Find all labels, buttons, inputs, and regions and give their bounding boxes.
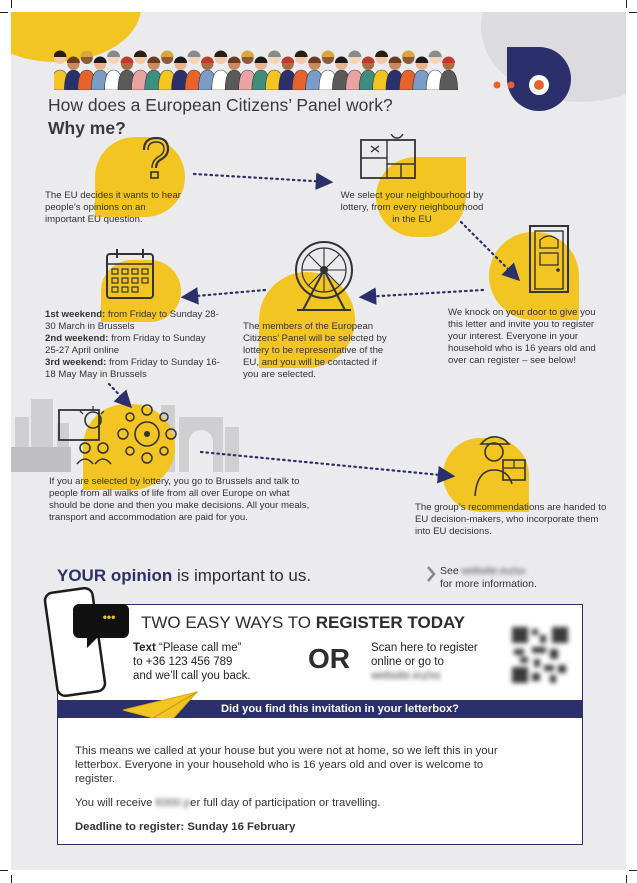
step-3-text: We knock on your door to give you this letter and invite you to register your interest. Everyone in your household who is 16 years old and over can register – see below! <box>448 307 596 366</box>
crop-mark <box>629 870 637 871</box>
page-title: How does a European Citizens’ Panel work? <box>48 95 393 115</box>
website-link[interactable]: website.eu/xx <box>461 565 526 577</box>
letterbox-paragraph: This means we called at your house but you were not at home, so we left this in your letterbox. Everyone in your household who is 16 years old and over is welcome to register. <box>75 745 498 785</box>
letterbox-heading: Did you find this invitation in your letterbox? <box>220 703 460 715</box>
register-url[interactable]: website.eu/xx <box>371 670 441 682</box>
step-4-text: The members of the European Citizens’ Panel will be selected by lottery to be representative of the EU, and you will be contacted if you are selected. <box>243 321 387 380</box>
register-title: TWO EASY WAYS TO REGISTER TODAY <box>141 613 466 632</box>
weekend-3: 3rd weekend: from Friday to Sunday 16-18 May May in Brussels <box>45 357 220 380</box>
flyer-page <box>11 12 626 870</box>
compensation-text: You will receive €000 per full day of participation or travelling. <box>75 797 381 809</box>
step-6-text: If you are selected by lottery, you go to Brussels and talk to people from all walks of life from all over Europe on what should be done and then you make decisions. All your meals, transport and accommodation are paid for you. <box>49 476 310 523</box>
opinion-statement: YOUR opinion is important to us. <box>57 566 312 585</box>
step-1-text: The EU decides it wants to hear people’s opinions on an important EU question. <box>45 190 181 225</box>
online-instructions: Scan here to register online or go to website.eu/xx <box>371 642 478 682</box>
crop-mark <box>626 875 627 883</box>
crop-mark <box>11 0 12 8</box>
sms-instructions: Text “Please call me” to +36 123 456 789 and we’ll call you back. <box>133 642 251 682</box>
see-website[interactable]: See website.eu/xx for more information. <box>440 565 537 590</box>
crop-mark <box>0 12 8 13</box>
or-divider: OR <box>308 643 350 674</box>
crop-mark <box>11 875 12 883</box>
weekend-2: 2nd weekend: from Friday to Sunday 25-27 April online <box>45 333 206 356</box>
crop-mark <box>626 0 627 8</box>
page-subtitle: Why me? <box>48 118 126 138</box>
step-connectors <box>11 12 626 572</box>
step-7-text: The group’s recommendations are handed to EU decision-makers, who incorporate them into EU decisions. <box>415 502 607 537</box>
letterbox-info-box <box>57 718 583 845</box>
compensation-amount: €000 p <box>155 797 191 809</box>
chat-bubble-dots: ••• <box>102 610 116 624</box>
qr-code[interactable] <box>510 625 570 685</box>
crop-mark <box>629 12 637 13</box>
deadline-text: Deadline to register: Sunday 16 February <box>75 821 296 833</box>
chevron-right-icon <box>425 565 437 583</box>
weekend-1: 1st weekend: from Friday to Sunday 28-30 March in Brussels <box>45 309 219 332</box>
step-2-text: We select your neighbourhood by lottery, from every neighbourhood in the EU <box>340 190 484 225</box>
phone-illustration <box>39 582 135 702</box>
crop-mark <box>0 870 8 871</box>
